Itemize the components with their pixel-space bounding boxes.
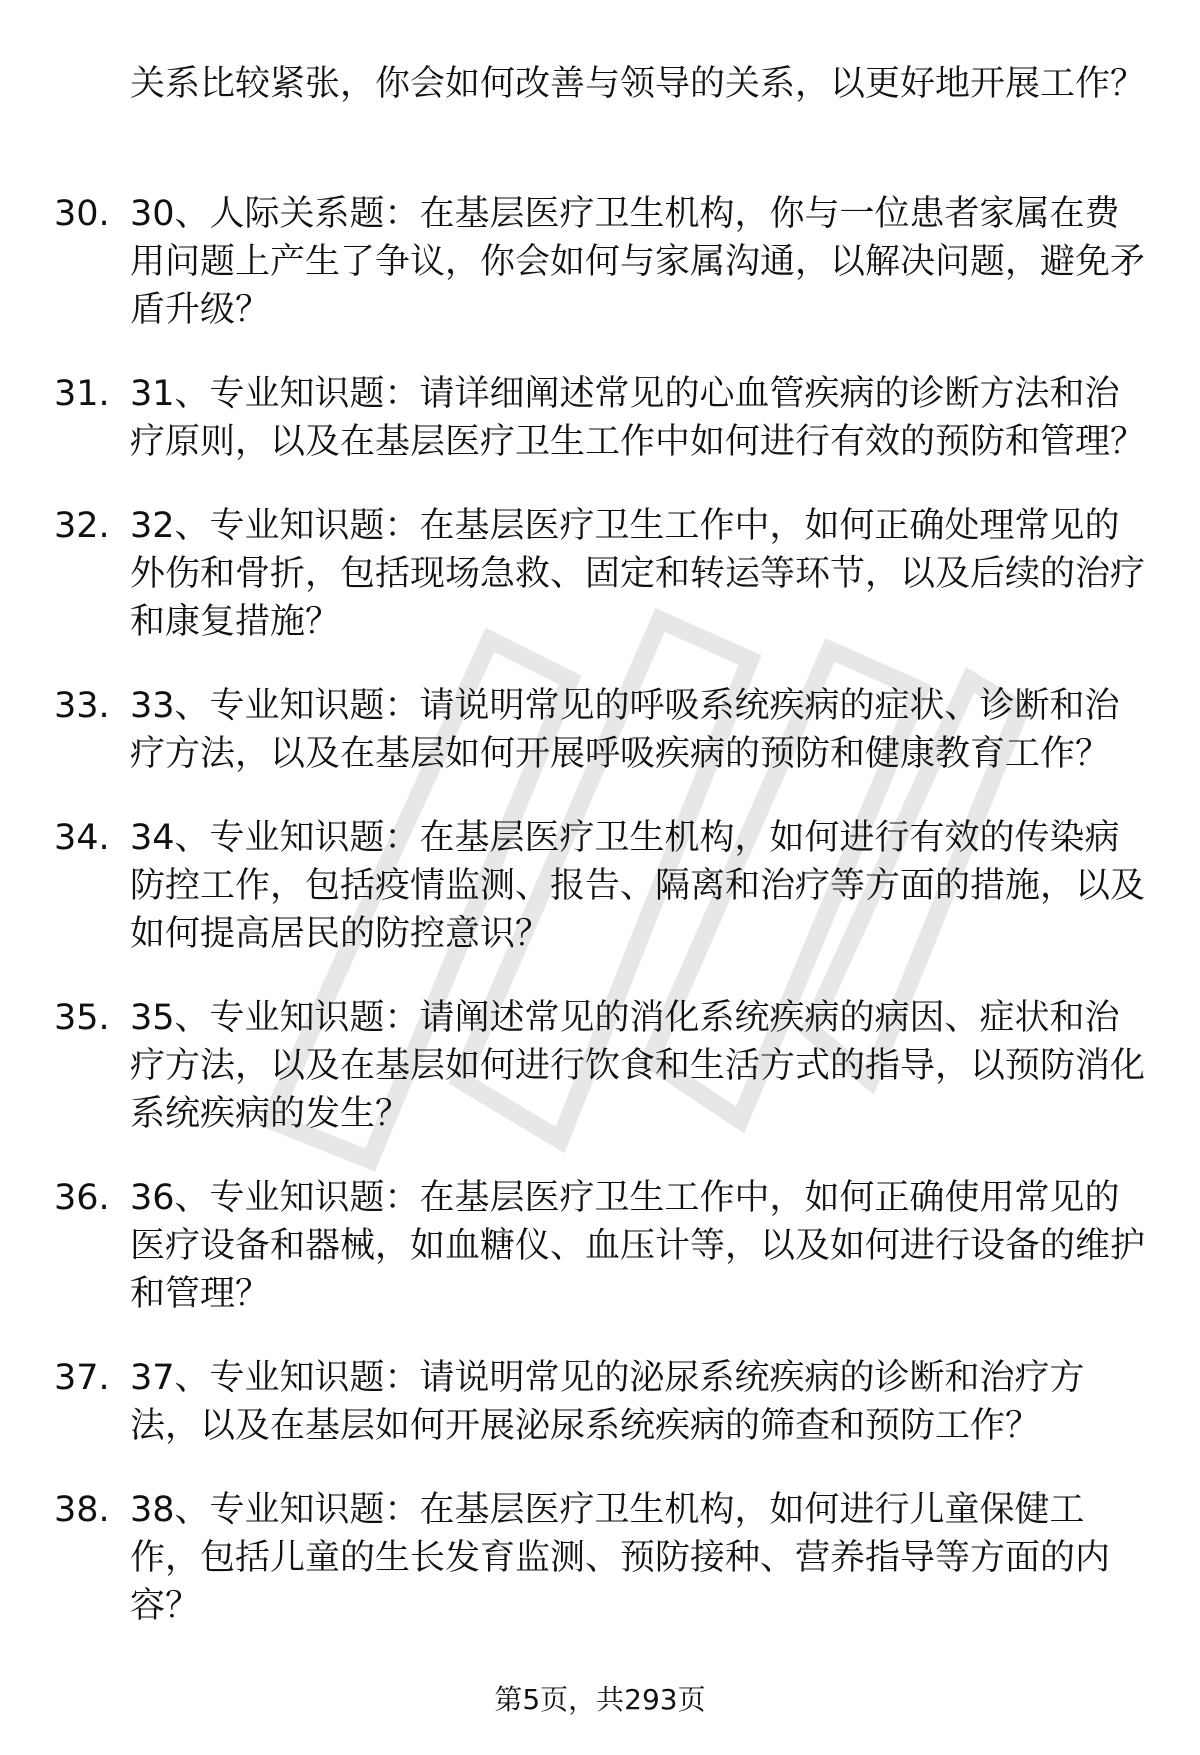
question-number: 37. bbox=[54, 1358, 110, 1398]
question-number: 35. bbox=[54, 998, 110, 1038]
question-item bbox=[0, 682, 1200, 778]
question-item bbox=[0, 190, 1200, 334]
question-number: 30. bbox=[54, 194, 110, 234]
question-text: 35、专业知识题：请阐述常见的消化系统疾病的病因、症状和治疗方法，以及在基层如何进行饮食和生活方式的指导，以预防消化系统疾病的发生？ bbox=[130, 998, 1146, 1134]
question-text: 30、人际关系题：在基层医疗卫生机构，你与一位患者家属在费用问题上产生了争议，你会如何与家属沟通，以解决问题，避免矛盾升级？ bbox=[130, 194, 1146, 330]
page-number-footer: 第5页，共293页 bbox=[494, 1683, 706, 1716]
question-number: 32. bbox=[54, 506, 110, 546]
question-number: 38. bbox=[54, 1490, 110, 1530]
question-item bbox=[0, 994, 1200, 1138]
question-item bbox=[0, 1174, 1200, 1318]
question-text: 31、专业知识题：请详细阐述常见的心血管疾病的诊断方法和治疗原则，以及在基层医疗卫生工作中如何进行有效的预防和管理？ bbox=[130, 374, 1146, 462]
question-text: 32、专业知识题：在基层医疗卫生工作中，如何正确处理常见的外伤和骨折，包括现场急救、固定和转运等环节，以及后续的治疗和康复措施？ bbox=[130, 506, 1146, 642]
question-item bbox=[0, 502, 1200, 646]
question-text: 33、专业知识题：请说明常见的呼吸系统疾病的症状、诊断和治疗方法，以及在基层如何开展呼吸疾病的预防和健康教育工作？ bbox=[130, 686, 1120, 774]
question-number: 33. bbox=[54, 686, 110, 726]
question-number: 31. bbox=[54, 374, 110, 414]
question-list bbox=[0, 190, 1200, 1666]
question-text: 38、专业知识题：在基层医疗卫生机构，如何进行儿童保健工作，包括儿童的生长发育监测、预防接种、营养指导等方面的内容？ bbox=[130, 1490, 1111, 1626]
question-item bbox=[0, 370, 1200, 466]
continued-question-text: 关系比较紧张，你会如何改善与领导的关系，以更好地开展工作？ bbox=[130, 64, 1146, 104]
question-number: 34. bbox=[54, 818, 110, 858]
question-item bbox=[0, 1354, 1200, 1450]
question-text: 36、专业知识题：在基层医疗卫生工作中，如何正确使用常见的医疗设备和器械，如血糖仪、血压计等，以及如何进行设备的维护和管理？ bbox=[130, 1178, 1146, 1314]
question-item bbox=[0, 1486, 1200, 1630]
question-item bbox=[0, 814, 1200, 958]
question-text: 37、专业知识题：请说明常见的泌尿系统疾病的诊断和治疗方法，以及在基层如何开展泌尿系统疾病的筛查和预防工作？ bbox=[130, 1358, 1085, 1446]
question-text: 34、专业知识题：在基层医疗卫生机构，如何进行有效的传染病防控工作，包括疫情监测、报告、隔离和治疗等方面的措施，以及如何提高居民的防控意识？ bbox=[130, 818, 1146, 954]
question-number: 36. bbox=[54, 1178, 110, 1218]
